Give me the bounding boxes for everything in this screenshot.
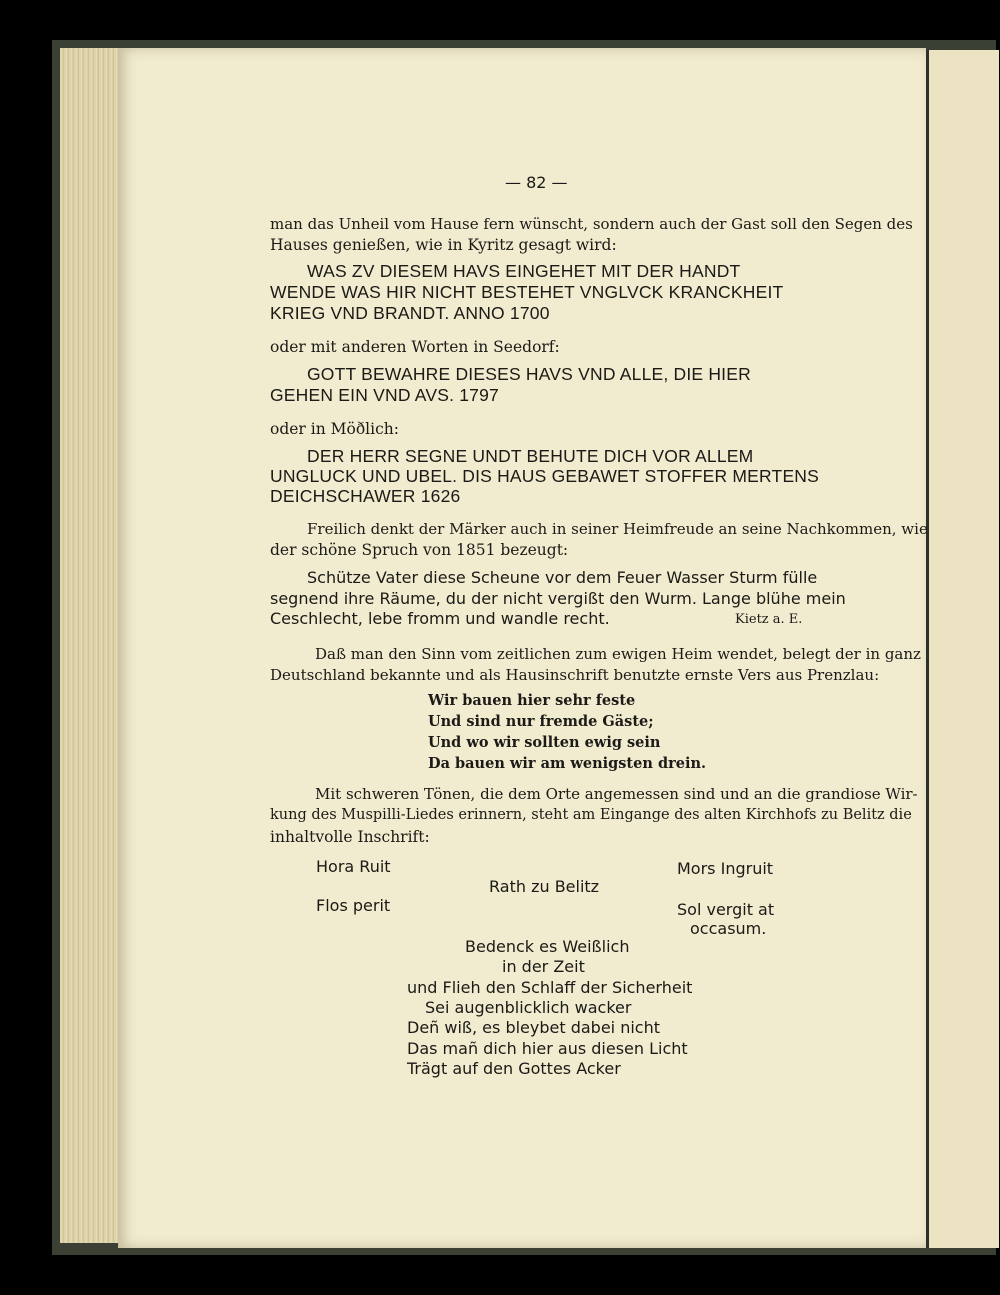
quote-moedlich-line-3: DEICHSCHAWER 1626 (270, 486, 461, 506)
quote-kyritz-line-2: WENDE WAS HIR NICHT BESTEHET VNGLVCK KRANCKHEIT (270, 282, 784, 302)
verse-line-3: Und wo wir sollten ewig sein (428, 734, 661, 751)
quote-scheune-line-3: Ceschlecht, lebe fromm und wandle recht. (270, 609, 610, 628)
quote-seedorf-line-2: GEHEN EIN VND AVS. 1797 (270, 385, 499, 405)
final-line-6: Das mañ dich hier aus diesen Licht (407, 1039, 688, 1058)
next-page-edge (926, 50, 999, 1248)
quote-moedlich-line-2: UNGLUCK UND UBEL. DIS HAUS GEBAWET STOFFER MERTENS (270, 466, 820, 486)
intro-moedlich: oder in Möðlich: (270, 420, 399, 438)
verse-line-2: Und sind nur fremde Gäste; (428, 713, 654, 730)
paragraph-5-line-2: Deutschland bekannte und als Hausinschrift benutzte ernste Vers aus Prenzlau: (270, 666, 880, 684)
inscription-mors: Mors Ingruit (677, 859, 774, 878)
quote-seedorf-line-1: GOTT BEWAHRE DIESES HAVS VND ALLE, DIE HIER (307, 364, 751, 384)
quote-kyritz-line-3: KRIEG VND BRANDT. ANNO 1700 (270, 303, 550, 323)
paragraph-6-line-3: inhaltvolle Inschrift: (270, 828, 430, 846)
paragraph-4-line-2: der schöne Spruch von 1851 bezeugt: (270, 541, 569, 559)
verse-line-1: Wir bauen hier sehr feste (428, 692, 636, 709)
inscription-sol-line-2: occasum. (690, 919, 767, 938)
paragraph-4-line-1: Freilich denkt der Märker auch in seiner Heimfreude an seine Nachkommen, wie (307, 520, 928, 538)
intro-seedorf: oder mit anderen Worten in Seedorf: (270, 338, 560, 356)
paragraph-1-line-1: man das Unheil vom Hause fern wünscht, sondern auch der Gast soll den Segen des (270, 215, 913, 233)
inscription-sol-line-1: Sol vergit at (677, 900, 775, 919)
quote-scheune-line-1: Schütze Vater diese Scheune vor dem Feuer Wasser Sturm fülle (307, 568, 818, 587)
page-number: — 82 — (505, 173, 568, 192)
paragraph-6-line-2: kung des Muspilli-Liedes erinnern, steht am Eingange des alten Kirchhofs zu Belitz die (270, 807, 912, 823)
inscription-rath: Rath zu Belitz (489, 877, 600, 896)
quote-scheune-line-2: segnend ihre Räume, du der nicht vergißt den Wurm. Lange blühe mein (270, 589, 846, 608)
paragraph-6-line-1: Mit schweren Tönen, die dem Orte angemessen sind und an die grandiose Wir- (315, 785, 918, 803)
final-line-3: und Flieh den Schlaff der Sicherheit (407, 978, 693, 997)
final-line-7: Trägt auf den Gottes Acker (407, 1059, 621, 1078)
verse-line-4: Da bauen wir am wenigsten drein. (428, 755, 707, 772)
page-edges (60, 48, 122, 1243)
final-line-5: Deñ wiß, es bleybet dabei nicht (407, 1018, 660, 1037)
quote-moedlich-line-1: DER HERR SEGNE UNDT BEHUTE DICH VOR ALLEM (307, 446, 754, 466)
quote-scheune-source: Kietz a. E. (735, 612, 803, 627)
final-line-1: Bedenck es Weißlich (465, 937, 630, 956)
final-line-4: Sei augenblicklich wacker (425, 998, 632, 1017)
final-line-2: in der Zeit (502, 957, 585, 976)
paragraph-1-line-2: Hauses genießen, wie in Kyritz gesagt wird: (270, 236, 617, 254)
inscription-hora: Hora Ruit (316, 857, 391, 876)
paragraph-5-line-1: Daß man den Sinn vom zeitlichen zum ewigen Heim wendet, belegt der in ganz (315, 645, 921, 663)
quote-kyritz-line-1: WAS ZV DIESEM HAVS EINGEHET MIT DER HANDT (307, 261, 741, 281)
inscription-flos: Flos perit (316, 896, 391, 915)
